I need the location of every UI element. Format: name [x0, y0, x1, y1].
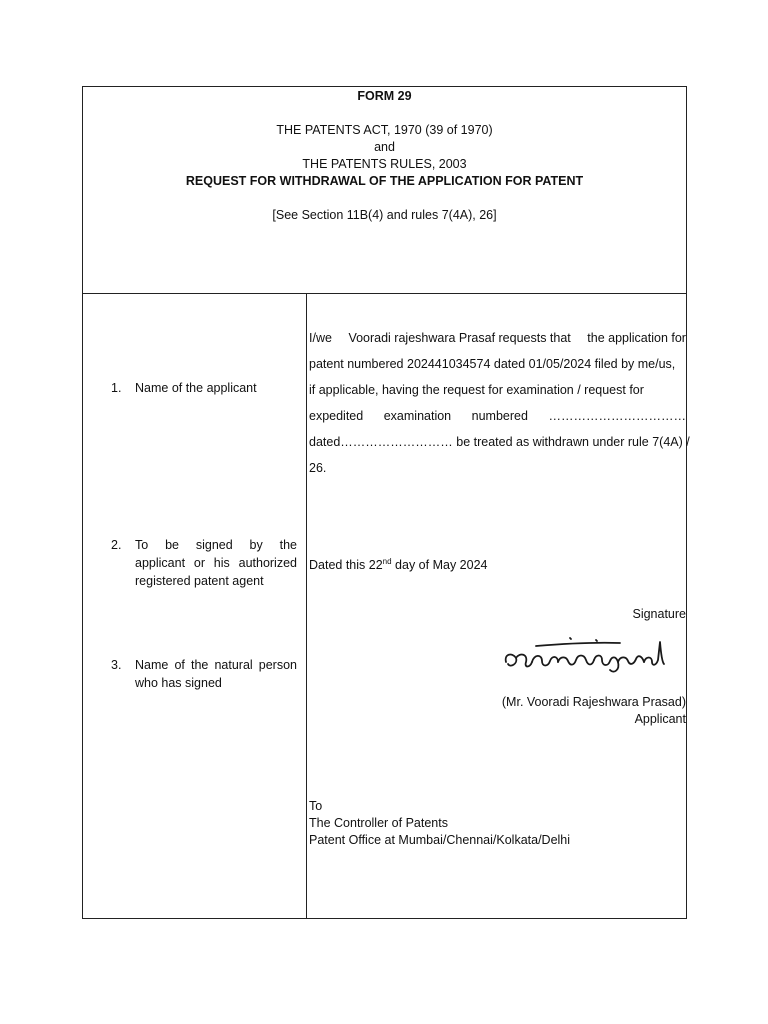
item-number: 2.: [111, 538, 122, 552]
body-line-4: [309, 407, 686, 425]
dated-ordinal: nd: [382, 557, 392, 566]
item-label-line: registered patent agent: [135, 574, 264, 588]
body-line-3: if applicable, having the request for examination / request for: [309, 383, 644, 397]
handwritten-signature: [500, 634, 670, 682]
form-title: REQUEST FOR WITHDRAWAL OF THE APPLICATION FOR PATENT: [185, 174, 584, 188]
addressee-office: Patent Office at Mumbai/Chennai/Kolkata/Delhi: [309, 833, 571, 847]
body-word: examination: [383, 409, 452, 423]
addressee-controller: The Controller of Patents: [309, 816, 448, 830]
body-word: expedited: [309, 409, 364, 423]
item-label-line: applicant or his authorized: [135, 556, 297, 570]
column-divider: [306, 293, 307, 919]
body-word: Vooradi rajeshwara Prasaf requests that: [348, 331, 571, 345]
header-divider: [82, 293, 687, 294]
signature-label: Signature: [632, 607, 686, 621]
body-line-5: dated……………………… be treated as withdrawn under rule 7(4A) /: [309, 435, 690, 449]
signatory-name: (Mr. Vooradi Rajeshwara Prasad): [501, 695, 686, 709]
form-number: FORM 29: [357, 89, 412, 103]
and-text: and: [374, 140, 395, 154]
item-number: 3.: [111, 658, 122, 672]
item-label: [135, 656, 297, 692]
body-line-6: 26.: [309, 461, 327, 475]
item-label: Name of the applicant: [135, 381, 257, 395]
item-label-line: To be signed by the: [135, 538, 297, 552]
act-title: THE PATENTS ACT, 1970 (39 of 1970): [276, 123, 493, 137]
body-line-1: [309, 329, 686, 347]
item-number: 1.: [111, 381, 122, 395]
body-word: numbered: [471, 409, 528, 423]
section-reference: [See Section 11B(4) and rules 7(4A), 26]: [272, 208, 497, 222]
rules-title: THE PATENTS RULES, 2003: [302, 157, 467, 171]
body-line-2: patent numbered 202441034574 dated 01/05/2024 filed by me/us,: [309, 357, 676, 371]
body-word: ……………………………: [548, 409, 686, 423]
signatory-role: Applicant: [634, 712, 686, 726]
item-label: [135, 536, 297, 590]
item-label-line: who has signed: [135, 676, 222, 690]
dated-suffix: day of May 2024: [391, 558, 488, 573]
dated-prefix: Dated this 22: [309, 558, 383, 573]
body-word: the application for: [587, 331, 686, 345]
addressee-to: To: [309, 799, 323, 813]
body-word: I/we: [309, 331, 332, 345]
item-label-line: Name of the natural person: [135, 658, 297, 672]
dated-line: [309, 553, 686, 574]
